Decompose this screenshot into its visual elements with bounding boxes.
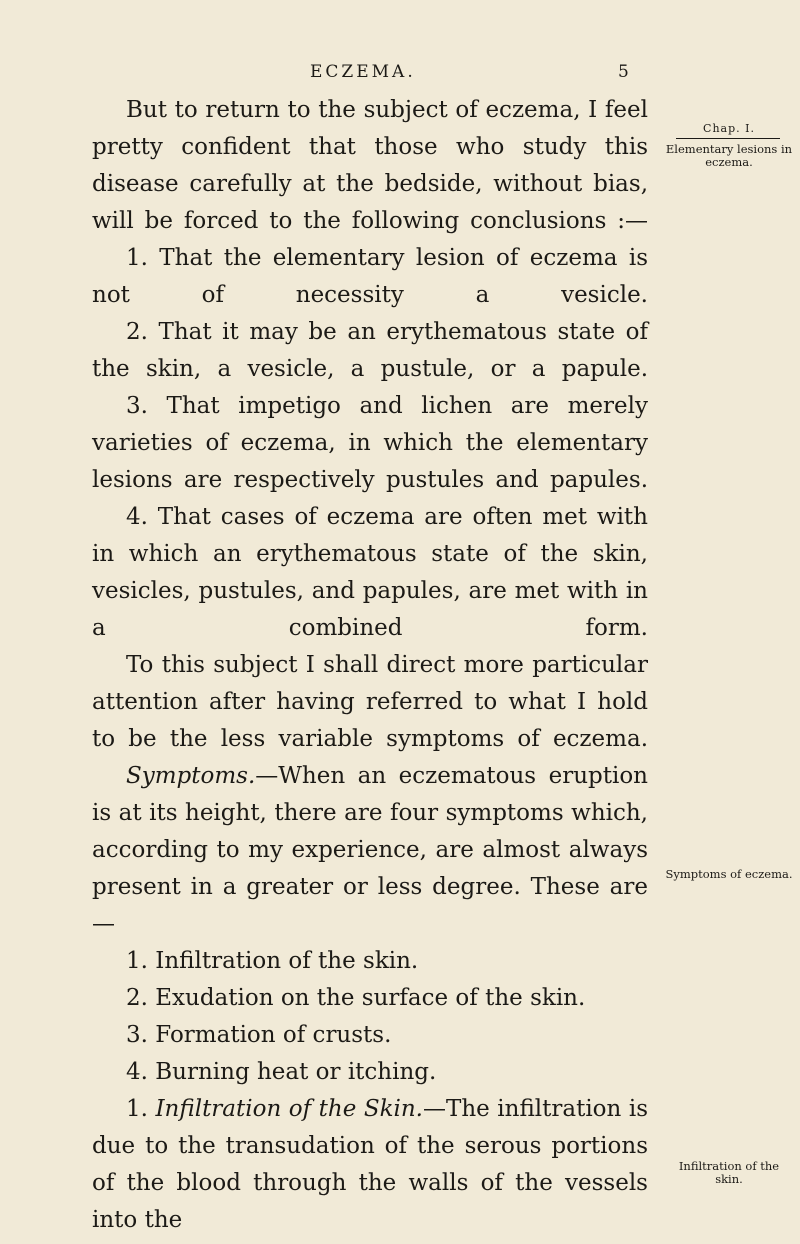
intro-paragraph: But to return to the subject of eczema, I feel pretty confident that those who study this disease carefully at the bedside, without bias, will be forced to the following conclusions :— [92, 97, 648, 234]
infiltration-heading: Infiltration of the Skin. [155, 1096, 423, 1122]
symptoms-heading: Symptoms. [126, 763, 256, 789]
body-text [92, 92, 648, 1239]
symptom-4: 4. Burning heat or itching. [126, 1059, 437, 1085]
infiltration-text: —The infiltration is due to the transudation of the serous portions of the blood through the walls of the vessels into the [92, 1096, 649, 1233]
transition-paragraph: To this subject I shall direct more particular attention after having referred to what I hold to be the less variable symptoms of eczema. [92, 652, 648, 752]
marginal-note-elementary-lesions: Elementary lesions in eczema. [665, 142, 793, 169]
symptoms-paragraph [92, 758, 648, 943]
running-head [0, 62, 800, 86]
conclusion-2: 2. That it may be an erythematous state of the skin, a vesicle, a pustule, or a papule. [92, 319, 648, 382]
infiltration-paragraph [92, 1091, 648, 1239]
conclusion-4: 4. That cases of eczema are often met with in which an erythematous state of the skin, vesicles, pustules, and papules, are met with in a combined form. [92, 504, 648, 641]
infiltration-number: 1. [126, 1096, 148, 1122]
symptom-1: 1. Infiltration of the skin. [126, 948, 419, 974]
marginal-rule [676, 138, 780, 139]
marginal-chapter-label: Chap. I. [703, 122, 755, 135]
marginal-note-symptoms: Symptoms of eczema. [665, 867, 793, 881]
symptoms-text: —When an eczematous eruption is at its height, there are four symptoms which, according to my experience, are almost always present in a greater or less degree. These are— [92, 763, 648, 937]
conclusion-1: 1. That the elementary lesion of eczema is not of necessity a vesicle. [92, 245, 648, 308]
marginal-note-infiltration: Infiltration of the skin. [678, 1159, 780, 1186]
page-number: 5 [618, 62, 632, 82]
running-title: ECZEMA. [310, 62, 416, 82]
symptom-3: 3. Formation of crusts. [126, 1022, 392, 1048]
symptom-2: 2. Exudation on the surface of the skin. [126, 985, 586, 1011]
conclusion-3: 3. That impetigo and lichen are merely varieties of eczema, in which the elementary lesions are respectively pustules and papules. [92, 393, 648, 493]
